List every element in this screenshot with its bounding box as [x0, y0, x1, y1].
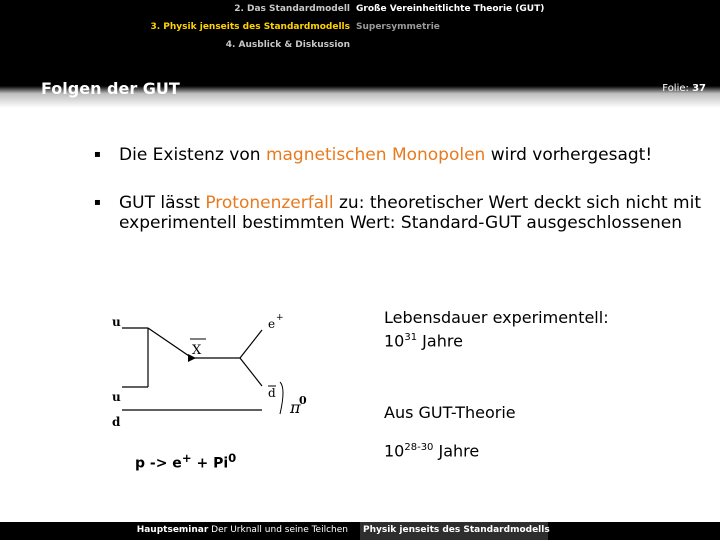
- bullet-proton-decay: [94, 193, 709, 233]
- nav-subsection-susy[interactable]: Supersymmetrie: [356, 22, 440, 32]
- highlight-monopoles: magnetischen Monopolen: [265, 145, 486, 165]
- section-nav: [150, 0, 350, 54]
- lifetime-exp-unit: Jahre: [417, 331, 463, 351]
- lifetime-theory-unit: Jahre: [433, 441, 480, 461]
- nav-section-3[interactable]: 3. Physik jenseits des Standardmodells: [150, 22, 350, 32]
- subsection-nav: [356, 0, 544, 36]
- nav-section-4[interactable]: 4. Ausblick & Diskussion: [225, 40, 350, 50]
- lifetime-theory-label: Aus GUT-Theorie: [384, 403, 516, 422]
- bullet-monopoles: [94, 145, 694, 165]
- anti-d-line: [240, 358, 262, 386]
- bullet-text: [119, 145, 694, 165]
- top-navigation-bar: [0, 0, 720, 70]
- lifetime-exp-base: 10: [384, 331, 405, 351]
- equation-sup-pion: 0: [228, 451, 237, 465]
- lifetime-exp-value: [384, 328, 609, 351]
- bullet-text: [119, 193, 709, 233]
- slide-title-bar: [0, 70, 720, 108]
- nav-subsection-gut[interactable]: Große Vereinheitlichte Theorie (GUT): [356, 4, 545, 14]
- footer-section: [360, 522, 548, 540]
- equation-text: p -> e: [135, 455, 182, 472]
- label-u-mid: u: [112, 390, 121, 404]
- slide-number-value: 37: [692, 83, 706, 94]
- bullet-text-post: zu: theoretischer Wert deckt sich nicht mit experimentell bestimmten Wert: Standard-GUT ausgeschlossenen: [119, 193, 702, 233]
- lifetime-theory-base: 10: [384, 441, 405, 461]
- decay-equation: [135, 451, 236, 472]
- label-u-top: u: [112, 315, 121, 329]
- footer-seminar-title: Der Urknall und seine Teilchen: [208, 525, 348, 535]
- feynman-diagram: [100, 296, 340, 436]
- label-d-bottom: d: [112, 415, 121, 429]
- lifetime-theory-exponent: 28-30: [404, 442, 434, 453]
- footer-bar: [0, 522, 720, 540]
- nav-section-2[interactable]: 2. Das Standardmodell: [234, 4, 350, 14]
- lifetime-experimental: [384, 308, 609, 351]
- footer-section-label: Physik jenseits des Standardmodells: [363, 525, 550, 535]
- label-positron-sup: +: [276, 313, 284, 323]
- slide-number: [662, 83, 706, 94]
- bullet-text-pre: GUT lässt: [119, 193, 206, 213]
- bullet-marker: ▪: [94, 149, 101, 160]
- label-anti-d: d: [268, 386, 276, 400]
- equation-text-mid: + Pi: [191, 455, 229, 472]
- footer-seminar-bold: Hauptseminar: [136, 525, 209, 535]
- label-x-boson: X: [192, 343, 202, 358]
- label-pion: π: [290, 398, 301, 417]
- positron-line: [240, 330, 262, 358]
- lifetime-exp-label: Lebensdauer experimentell:: [384, 308, 609, 327]
- bullet-text-pre: Die Existenz von: [119, 145, 266, 165]
- bullet-text-post: wird vorhergesagt!: [485, 145, 653, 165]
- pion-bracket: [280, 382, 283, 414]
- lifetime-theory-value: [384, 438, 479, 461]
- equation-sup-positron: +: [181, 451, 192, 465]
- label-positron: e: [268, 317, 276, 331]
- footer-seminar: [137, 525, 348, 535]
- label-pion-sup: 0: [299, 394, 307, 407]
- lifetime-exp-exponent: 31: [404, 332, 418, 343]
- slide-number-label: Folie:: [662, 83, 689, 94]
- highlight-proton-decay: Protonenzerfall: [205, 193, 334, 213]
- bullet-marker: ▪: [94, 197, 101, 208]
- slide-title: Folgen der GUT: [41, 79, 180, 98]
